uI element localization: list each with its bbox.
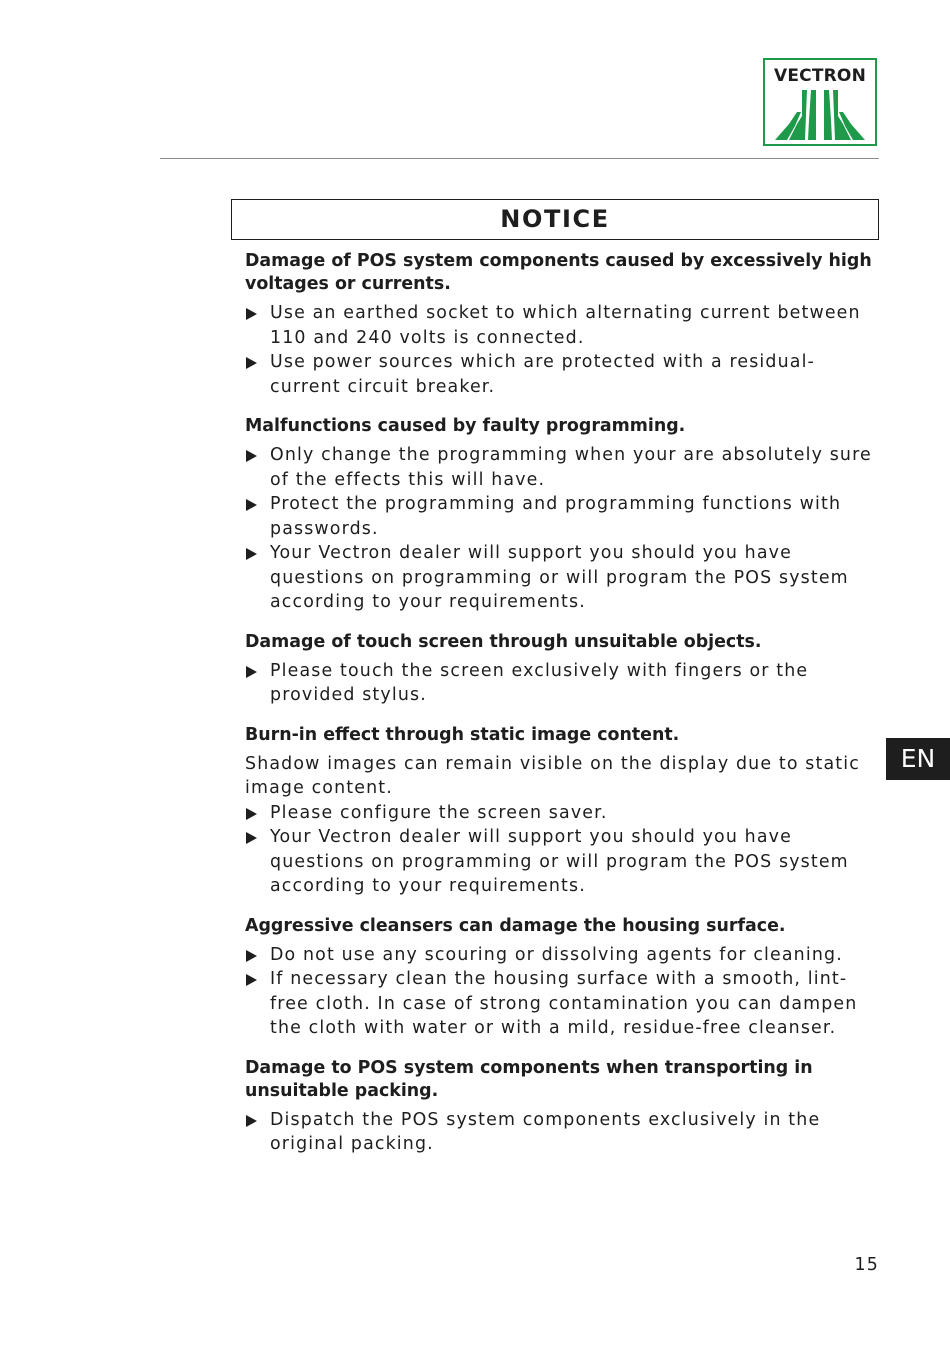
section-text: Shadow images can remain visible on the display due to static image content. xyxy=(245,753,860,798)
triangle-bullet-icon xyxy=(246,308,257,320)
list-item xyxy=(245,350,873,399)
list-item xyxy=(245,492,873,541)
triangle-bullet-icon xyxy=(246,666,257,678)
list-item-text: Use an earthed socket to which alternating current between 110 and 240 volts is connected. xyxy=(270,303,861,348)
section-touch-screen xyxy=(245,631,873,708)
list-item xyxy=(245,301,873,350)
list-item xyxy=(245,541,873,615)
triangle-bullet-icon xyxy=(246,950,257,962)
list-item-text: Use power sources which are protected with a residual-current circuit breaker. xyxy=(270,352,815,397)
triangle-bullet-icon xyxy=(246,357,257,369)
language-tab-label: EN xyxy=(900,744,936,773)
section-title: Damage of POS system components caused by excessively high voltages or currents. xyxy=(245,251,872,294)
section-burn-in xyxy=(245,724,873,899)
section-title: Damage of touch screen through unsuitable objects. xyxy=(245,631,762,652)
triangle-bullet-icon xyxy=(246,974,257,986)
vectron-logo xyxy=(763,58,877,146)
list-item-text: Only change the programming when your are absolutely sure of the effects this will have. xyxy=(270,445,872,490)
bullet-list xyxy=(245,801,873,899)
list-item xyxy=(245,943,873,968)
bullet-list xyxy=(245,443,873,615)
triangle-bullet-icon xyxy=(246,548,257,560)
bullet-list xyxy=(245,943,873,1041)
section-faulty-programming xyxy=(245,415,873,615)
section-title: Damage to POS system components when transporting in unsuitable packing. xyxy=(245,1057,813,1101)
triangle-bullet-icon xyxy=(246,808,257,820)
notice-content xyxy=(245,250,873,1157)
section-title: Burn-in effect through static image content. xyxy=(245,724,680,745)
list-item-text: Please configure the screen saver. xyxy=(270,802,608,823)
list-item-text: Please touch the screen exclusively with fingers or the provided stylus. xyxy=(270,660,809,705)
bullet-list xyxy=(245,301,873,399)
list-item xyxy=(245,801,873,826)
section-title: Malfunctions caused by faulty programming. xyxy=(245,416,686,436)
list-item xyxy=(245,967,873,1041)
bullet-list xyxy=(245,659,873,708)
list-item xyxy=(245,825,873,899)
page-number: 15 xyxy=(854,1255,879,1275)
header-divider xyxy=(160,158,879,159)
triangle-bullet-icon xyxy=(246,499,257,511)
language-tab xyxy=(886,738,950,780)
list-item-text: Do not use any scouring or dissolving agents for cleaning. xyxy=(270,944,843,965)
list-item xyxy=(245,659,873,708)
triangle-bullet-icon xyxy=(246,832,257,844)
list-item xyxy=(245,1108,873,1157)
list-item-text: Protect the programming and programming functions with passwords. xyxy=(270,494,842,539)
section-transport xyxy=(245,1057,873,1157)
section-title: Aggressive cleansers can damage the housing surface. xyxy=(245,915,786,936)
section-high-voltage xyxy=(245,250,873,399)
list-item-text: Your Vectron dealer will support you should you have questions on programming or will program the POS system according to your requirements. xyxy=(270,827,849,896)
triangle-bullet-icon xyxy=(246,1115,257,1127)
triangle-bullet-icon xyxy=(246,450,257,462)
notice-title: NOTICE xyxy=(500,205,610,233)
list-item-text: Dispatch the POS system components exclusively in the original packing. xyxy=(270,1109,821,1154)
logo-wordmark: VECTRON xyxy=(773,66,866,86)
bullet-list xyxy=(245,1108,873,1157)
list-item-text: Your Vectron dealer will support you should you have questions on programming or will program the POS system according to your requirements. xyxy=(270,543,849,612)
list-item-text: If necessary clean the housing surface with a smooth, lint-free cloth. In case of strong contamination you can dampen the cloth with water or with a mild, residue-free cleanser. xyxy=(270,969,858,1038)
section-cleansers xyxy=(245,915,873,1041)
notice-banner xyxy=(231,199,879,240)
list-item xyxy=(245,443,873,492)
logo-emblem-icon xyxy=(771,90,869,140)
